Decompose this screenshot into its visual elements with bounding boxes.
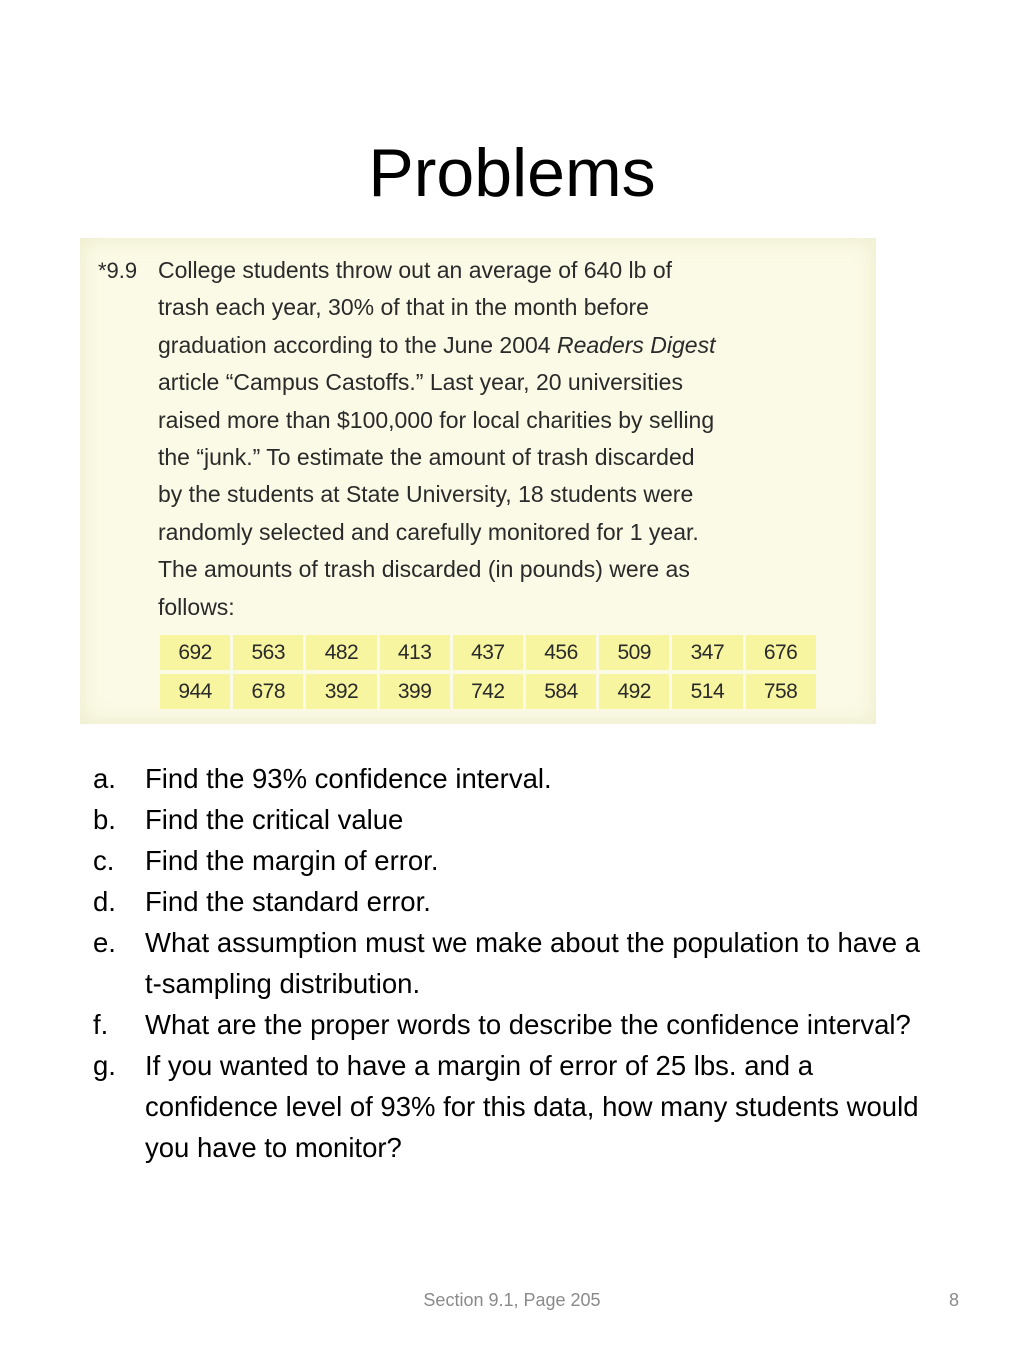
question-item: [93, 881, 923, 922]
slide-title: Problems: [368, 135, 656, 211]
question-item: [93, 799, 923, 840]
question-letter: e.: [93, 927, 116, 958]
question-text: Find the margin of error.: [145, 845, 439, 876]
question-letter: a.: [93, 763, 116, 794]
question-text: Find the 93% confidence interval.: [145, 763, 552, 794]
problem-line: by the students at State University, 18 students were: [158, 481, 694, 508]
question-list: [93, 758, 923, 1168]
question-text: If you wanted to have a margin of error of 25 lbs. and a confidence level of 93% for this data, how many students would you have to monitor?: [145, 1050, 919, 1163]
problem-line: raised more than $100,000 for local charities by selling: [158, 406, 715, 433]
data-cell: 584: [526, 674, 596, 709]
problem-line: article “Campus Castoffs.” Last year, 20 universities: [158, 369, 683, 396]
problem-line: The amounts of trash discarded (in pounds) were as: [158, 556, 690, 583]
problem-line: College students throw out an average of 640 lb of: [158, 257, 673, 283]
textbook-problem-scan: [80, 238, 876, 724]
problem-line: randomly selected and carefully monitored for 1 year.: [158, 518, 699, 545]
slide-number: 8: [948, 1290, 959, 1310]
question-text: Find the standard error.: [145, 886, 431, 917]
problem-number: *9.9: [98, 258, 138, 283]
question-letter: b.: [93, 804, 116, 835]
data-cell: 514: [672, 674, 742, 709]
trash-data-table: [160, 635, 816, 709]
question-item: [93, 922, 923, 1004]
data-cell: 482: [306, 635, 376, 670]
data-cell: 678: [233, 674, 303, 709]
question-text: What assumption must we make about the population to have a t-sampling distribution.: [145, 927, 921, 999]
problem-line: follows:: [158, 593, 235, 620]
data-cell: 563: [233, 635, 303, 670]
data-cell: 399: [380, 674, 450, 709]
question-letter: f.: [93, 1009, 109, 1040]
data-cell: 456: [526, 635, 596, 670]
question-text: What are the proper words to describe the confidence interval?: [145, 1009, 911, 1040]
question-letter: g.: [93, 1050, 116, 1081]
question-text: Find the critical value: [145, 804, 404, 835]
problem-line: the “junk.” To estimate the amount of trash discarded: [158, 444, 695, 471]
footer-source: Section 9.1, Page 205: [423, 1290, 601, 1310]
data-cell: 413: [380, 635, 450, 670]
data-cell: 492: [599, 674, 669, 709]
problem-line: graduation according to the June 2004 Readers Digest: [158, 331, 716, 358]
data-cell: 758: [746, 674, 816, 709]
question-item: [93, 1004, 923, 1045]
data-cell: 742: [453, 674, 523, 709]
data-cell: 692: [160, 635, 230, 670]
data-cell: 944: [160, 674, 230, 709]
question-item: [93, 840, 923, 881]
data-cell: 509: [599, 635, 669, 670]
question-letter: c.: [93, 845, 115, 876]
question-item: [93, 1045, 923, 1168]
data-cell: 392: [306, 674, 376, 709]
problem-statement: [158, 252, 858, 626]
magazine-title: Readers Digest: [556, 331, 716, 358]
data-cell: 676: [746, 635, 816, 670]
question-item: [93, 758, 923, 799]
question-letter: d.: [93, 886, 116, 917]
data-cell: 347: [672, 635, 742, 670]
problem-line: trash each year, 30% of that in the month before: [158, 294, 649, 321]
data-cell: 437: [453, 635, 523, 670]
